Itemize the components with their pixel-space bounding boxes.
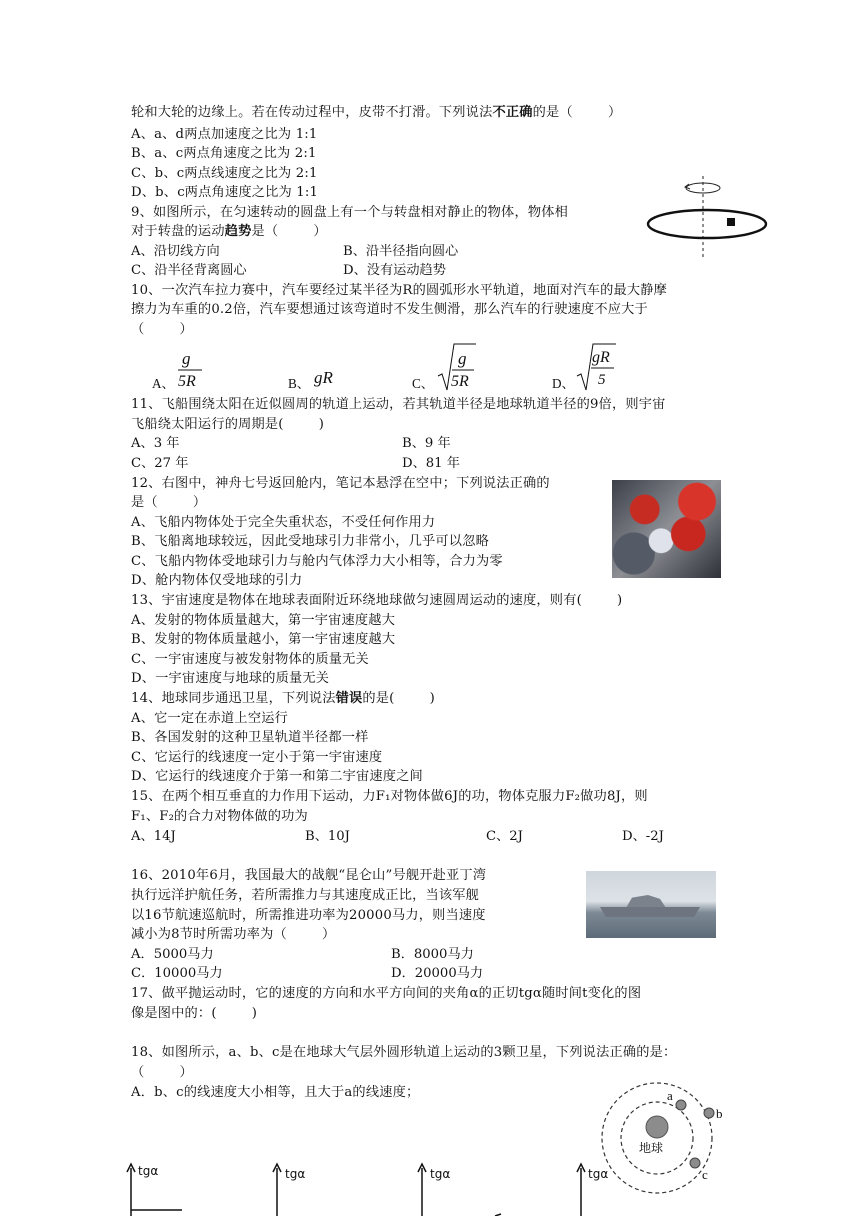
q17-graph-options (120, 1158, 640, 1216)
disc (648, 210, 766, 238)
warship-photo (586, 871, 716, 938)
q14-option-a: A、它一定在赤道上空运行 (131, 711, 288, 726)
earth-label: 地球 (639, 1141, 664, 1155)
q16-option-c: C．10000马力 (131, 966, 223, 981)
satellite-c (690, 1158, 700, 1168)
graph-d-axis-label: tgα (588, 1167, 609, 1181)
q16-option-d: D．20000马力 (391, 966, 484, 981)
q9-option-b: B、沿半径指向圆心 (343, 244, 459, 259)
q8-option-d: D、b、c两点角速度之比为 1:1 (131, 185, 319, 200)
q12-stem-line1: 12、右图中，神舟七号返回舱内，笔记本悬浮在空中；下列说法正确的 (131, 476, 550, 491)
q10-option-a-label: A、 (152, 376, 175, 391)
q10-formula-options (140, 338, 640, 396)
q15-stem-line1: 15、在两个相互垂直的力作用下运动，力F₁对物体做6J的功，物体克服力F₂做功8J，则 (131, 789, 648, 804)
q10-stem-line3: （ ） (131, 322, 193, 337)
q16-stem-line1: 16、2010年6月，我国最大的战舰“昆仑山”号舰开赴亚丁湾 (131, 868, 487, 883)
q8-option-c: C、b、c两点线速度之比为 2:1 (131, 166, 318, 181)
object-block (727, 218, 735, 226)
capsule-interior-photo (612, 480, 721, 578)
q12-option-a: A、飞船内物体处于完全失重状态，不受任何作用力 (131, 515, 436, 530)
q8-option-b: B、a、c两点角速度之比为 2:1 (131, 146, 317, 161)
q8-option-a: A、a、d两点加速度之比为 1:1 (131, 127, 318, 142)
q13-option-c: C、一宇宙速度与被发射物体的质量无关 (131, 652, 369, 667)
q11-option-c: C、27 年 (131, 456, 189, 471)
q10-stem-line1: 10、一次汽车拉力赛中，汽车要经过某半径为R的圆弧形水平轨道，地面对汽车的最大静摩 (131, 283, 668, 298)
q18-option-a: A．b、c的线速度大小相等，且大于a的线速度； (131, 1085, 420, 1100)
q18-stem-line1: 18、如图所示，a、b、c是在地球大气层外圆形轨道上运动的3颗卫星，下列说法正确的是： (131, 1045, 677, 1060)
q12-option-d: D、舱内物体仅受地球的引力 (131, 573, 303, 588)
q13-option-a: A、发射的物体质量越大，第一宇宙速度越大 (131, 613, 396, 628)
graph-c-axis-label: tgα (430, 1167, 451, 1181)
satellite-b-label: b (716, 1106, 723, 1121)
q11-option-b: B、9 年 (402, 436, 451, 451)
q15-option-d: D、-2J (622, 829, 664, 844)
q8-stem-line: 轮和大轮的边缘上。若在传动过程中，皮带不打滑。下列说法不正确的是（ ） (131, 105, 622, 120)
q11-stem-line2: 飞船绕太阳运行的周期是( ) (131, 417, 325, 432)
q15-stem-line2: F₁、F₂的合力对物体做的功为 (131, 809, 308, 824)
q16-stem-line2: 执行远洋护航任务，若所需推力与其速度成正比，当该军舰 (131, 888, 480, 903)
q10-option-d-den: 5 (598, 372, 606, 388)
earth-icon (646, 1116, 668, 1138)
graph-b-axis-label: tgα (285, 1167, 306, 1181)
q13-option-d: D、一宇宙速度与地球的质量无关 (131, 671, 330, 686)
q10-stem-line2: 擦力为车重的0.2倍，汽车要想通过该弯道时不发生侧滑，那么汽车的行驶速度不应大于 (131, 302, 648, 317)
satellite-a-label: a (667, 1088, 673, 1103)
q10-option-a-num: g (182, 349, 191, 368)
q13-stem: 13、宇宙速度是物体在地球表面附近环绕地球做匀速圆周运动的速度，则有( ) (131, 593, 623, 608)
q14-stem: 14、地球同步通迅卫星，下列说法错误的是( ) (131, 691, 435, 706)
q9-option-d: D、没有运动趋势 (343, 263, 446, 278)
q14-option-b: B、各国发射的这种卫星轨道半径都一样 (131, 730, 369, 745)
q10-option-a-den: 5R (178, 373, 196, 390)
satellite-b (704, 1108, 714, 1118)
q10-option-b-label: B、 (288, 376, 310, 391)
q16-option-a: A．5000马力 (131, 947, 214, 962)
graph-a-axis-label: tgα (138, 1164, 159, 1178)
q14-option-d: D、它运行的线速度介于第一和第二宇宙速度之间 (131, 769, 423, 784)
emphasis-text: 不正确 (492, 105, 533, 120)
q11-option-a: A、3 年 (131, 436, 180, 451)
q9-stem-line2: 对于转盘的运动趋势是（ ） (131, 224, 327, 239)
q9-option-c: C、沿半径背离圆心 (131, 263, 247, 278)
q10-option-d-num: gR (592, 349, 610, 366)
q9-option-a: A、沿切线方向 (131, 244, 220, 259)
q10-option-c-num: g (458, 349, 467, 368)
q15-option-a: A、14J (131, 829, 176, 844)
q10-option-c-den: 5R (451, 373, 469, 390)
q10-option-d-label: D、 (552, 376, 575, 391)
q17-stem-line1: 17、做平抛运动时，它的速度的方向和水平方向间的夹角α的正切tgα随时间t变化的图 (131, 986, 642, 1001)
q16-stem-line4: 减小为8节时所需功率为（ ） (131, 927, 336, 942)
q15-option-b: B、10J (305, 829, 350, 844)
q11-option-d: D、81 年 (402, 456, 460, 471)
satellite-c-label: c (702, 1167, 708, 1182)
q10-option-c-label: C、 (412, 376, 434, 391)
emphasis-text: 趋势 (224, 224, 252, 239)
q16-option-b: B．8000马力 (391, 947, 474, 962)
q12-option-c: C、飞船内物体受地球引力与舱内气体浮力大小相等，合力为零 (131, 554, 503, 569)
q17-stem-line2: 像是图中的：( ) (131, 1006, 258, 1021)
q10-option-b-expr: gR (314, 368, 333, 387)
q12-option-b: B、飞船离地球较远，因此受地球引力非常小，几乎可以忽略 (131, 534, 489, 549)
q11-stem-line1: 11、飞船围绕太阳在近似圆周的轨道上运动，若其轨道半径是地球轨道半径的9倍，则宇宙 (131, 397, 666, 412)
q13-option-b: B、发射的物体质量越小，第一宇宙速度越大 (131, 632, 396, 647)
q18-stem-line2: （ ） (131, 1065, 193, 1080)
q9-stem-line1: 9、如图所示，在匀速转动的圆盘上有一个与转盘相对静止的物体，物体相 (131, 205, 568, 220)
emphasis-text: 错误 (335, 691, 363, 706)
q16-stem-line3: 以16节航速巡航时，所需推进功率为20000马力，则当速度 (131, 908, 486, 923)
q12-stem-line2: 是（ ） (131, 495, 207, 510)
satellite-a (676, 1100, 686, 1110)
q14-option-c: C、它运行的线速度一定小于第一宇宙速度 (131, 750, 383, 765)
q15-option-c: C、2J (486, 829, 523, 844)
rotating-disc-figure (645, 174, 770, 264)
